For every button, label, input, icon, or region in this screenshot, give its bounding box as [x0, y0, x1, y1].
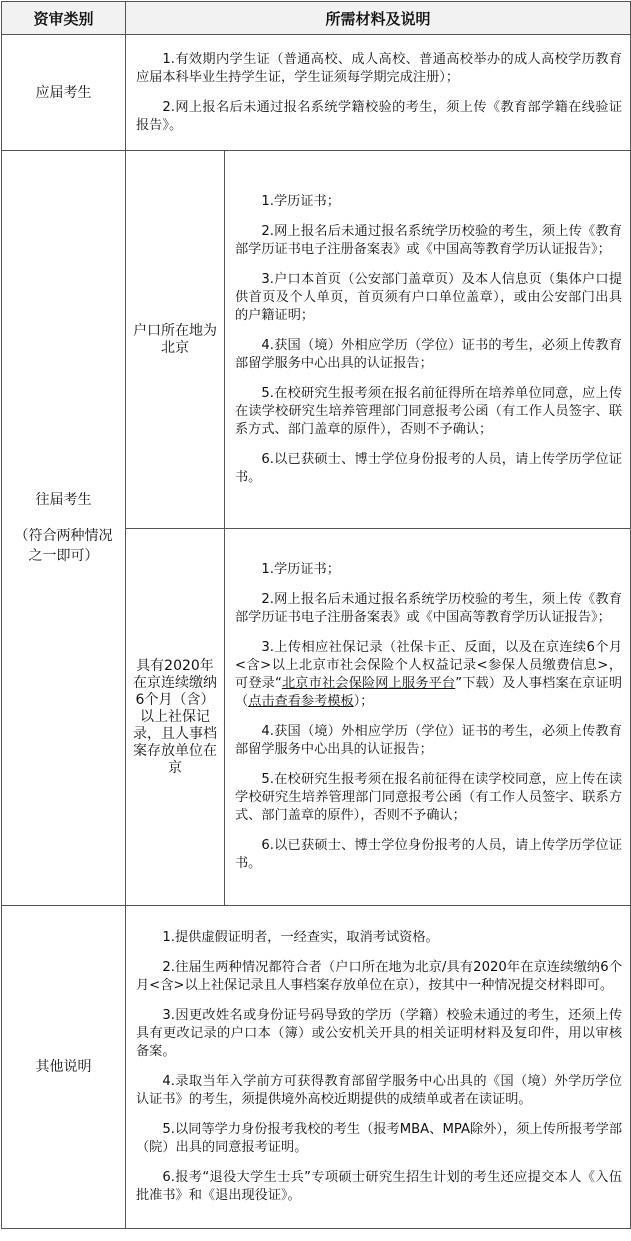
- beijing-subcategory: [126, 151, 225, 529]
- beijing-item-1: 1.学历证书；: [261, 193, 340, 209]
- other-item-2: 2.往届生两种情况都符合者（户口所在地为北京/具有2020年在京连续缴纳6个月<含>以上社保记录且人事档案存放单位在京），按其中一种情况提交材料即可。: [136, 960, 623, 993]
- social-item-3-text-a: 3.上传相应社保记录（社保卡正、反面，以及在京连续6个月<含>以上北京市社会保险个人权益记录<参保人员缴费信息>，可登录“: [235, 640, 623, 691]
- fresh-category: [2, 35, 126, 151]
- other-materials: [126, 906, 631, 1229]
- other-label: 其他说明: [35, 1059, 92, 1075]
- fresh-materials: [126, 35, 631, 151]
- header-row: [2, 2, 631, 35]
- past-beijing-row: [2, 151, 631, 529]
- header-category: 资审类别: [2, 2, 126, 35]
- social-item-4: 4.获国（境）外相应学历（学位）证书的考生，必须上传教育部留学服务中心出具的认证报告；: [235, 724, 623, 757]
- social-item-6: 6.以已获硕士、博士学位身份报考的人员，请上传学历学位证书。: [235, 838, 623, 871]
- social-item-3-text-c: ）；: [353, 694, 374, 709]
- other-item-3: 3.因更改姓名或身份证号码导致的学历（学籍）校验未通过的考生，还须上传具有更改记录的户口本（簿）或公安机关开具的相关证明材料及复印件，用以审核备案。: [136, 1008, 623, 1059]
- other-item-5: 5.以同等学力身份报考我校的考生（报考MBA、MPA除外），须上传所报考学部（院）出具的同意报考证明。: [136, 1122, 623, 1155]
- beijing-label: 户口所在地为北京: [133, 322, 217, 356]
- past-label: 往届考生: [35, 492, 92, 508]
- beijing-item-2: 2.网上报名后未通过报名系统学历校验的考生，须上传《教育部学历证书电子注册备案表》或《中国高等教育学历认证报告》；: [235, 223, 623, 257]
- requirements-table: [1, 1, 631, 1229]
- fresh-item-2: 2.网上报名后未通过报名系统学籍校验的考生，须上传《教育部学籍在线验证报告》。: [136, 99, 623, 133]
- fresh-row: [2, 35, 631, 151]
- social-materials: [225, 529, 631, 906]
- other-item-4: 4.录取当年入学前方可获得教育部留学服务中心出具的《国（境）外学历学位认证书》的考生，须提供境外高校近期提供的成绩单或者在读证明。: [136, 1074, 623, 1107]
- social-label: 具有2020年在京连续缴纳6个月（含）以上社保记录，且人事档案存放单位在京: [133, 657, 217, 776]
- social-item-2: 2.网上报名后未通过报名系统学历校验的考生，须上传《教育部学历证书电子注册备案表》或《中国高等教育学历认证报告》；: [235, 592, 623, 625]
- past-category: [2, 151, 126, 906]
- header-materials: 所需材料及说明: [126, 2, 631, 35]
- other-category: [2, 906, 126, 1229]
- fresh-item-1: 1.有效期内学生证（普通高校、成人高校、普通高校举办的成人高校学历教育应届本科毕业生持学生证，学生证须每学期完成注册）；: [136, 51, 623, 85]
- social-item-5: 5.在校研究生报考须在报名前征得在读学校同意，应上传在读学校研究生培养管理部门同意报考公函（有工作人员签字、联系方式、部门盖章的原件），否则不予确认；: [235, 772, 623, 823]
- social-item-3-text-b: ”下载）及人事档案在京证明（: [235, 676, 623, 709]
- fresh-label: 应届考生: [35, 84, 92, 101]
- other-item-1: 1.提供虚假证明者，一经查实，取消考试资格。: [162, 930, 439, 945]
- beijing-materials: [225, 151, 631, 529]
- beijing-item-4: 4.获国（境）外相应学历（学位）证书的考生，必须上传教育部留学服务中心出具的认证报告；: [235, 337, 623, 371]
- social-item-3: [235, 639, 622, 711]
- other-item-6: 6.报考“退役大学生士兵”专项硕士研究生招生计划的考生还应提交本人《入伍批准书》和《退出现役证》。: [136, 1170, 623, 1203]
- other-row: [2, 906, 631, 1229]
- beijing-item-3: 3.户口本首页（公安部门盖章页）及本人信息页（集体户口提供首页及个人单页，首页须有户口单位盖章），或由公安部门出具的户籍证明；: [235, 271, 623, 323]
- social-subcategory: [126, 529, 225, 906]
- beijing-item-6: 6.以已获硕士、博士学位身份报考的人员，请上传学历学位证书。: [235, 451, 623, 485]
- beijing-item-5: 5.在校研究生报考须在报名前征得所在培养单位同意，应上传在读学校研究生培养管理部门同意报考公函（有工作人员签字、联系方式、部门盖章的原件），否则不予确认；: [235, 385, 623, 437]
- past-note: （符合两种情况之一即可）: [14, 528, 113, 564]
- social-item-1: 1.学历证书；: [261, 562, 340, 577]
- reference-template-link[interactable]: 点击查看参考模板: [248, 694, 354, 709]
- social-insurance-platform-link[interactable]: 北京市社会保险网上服务平台: [281, 676, 456, 691]
